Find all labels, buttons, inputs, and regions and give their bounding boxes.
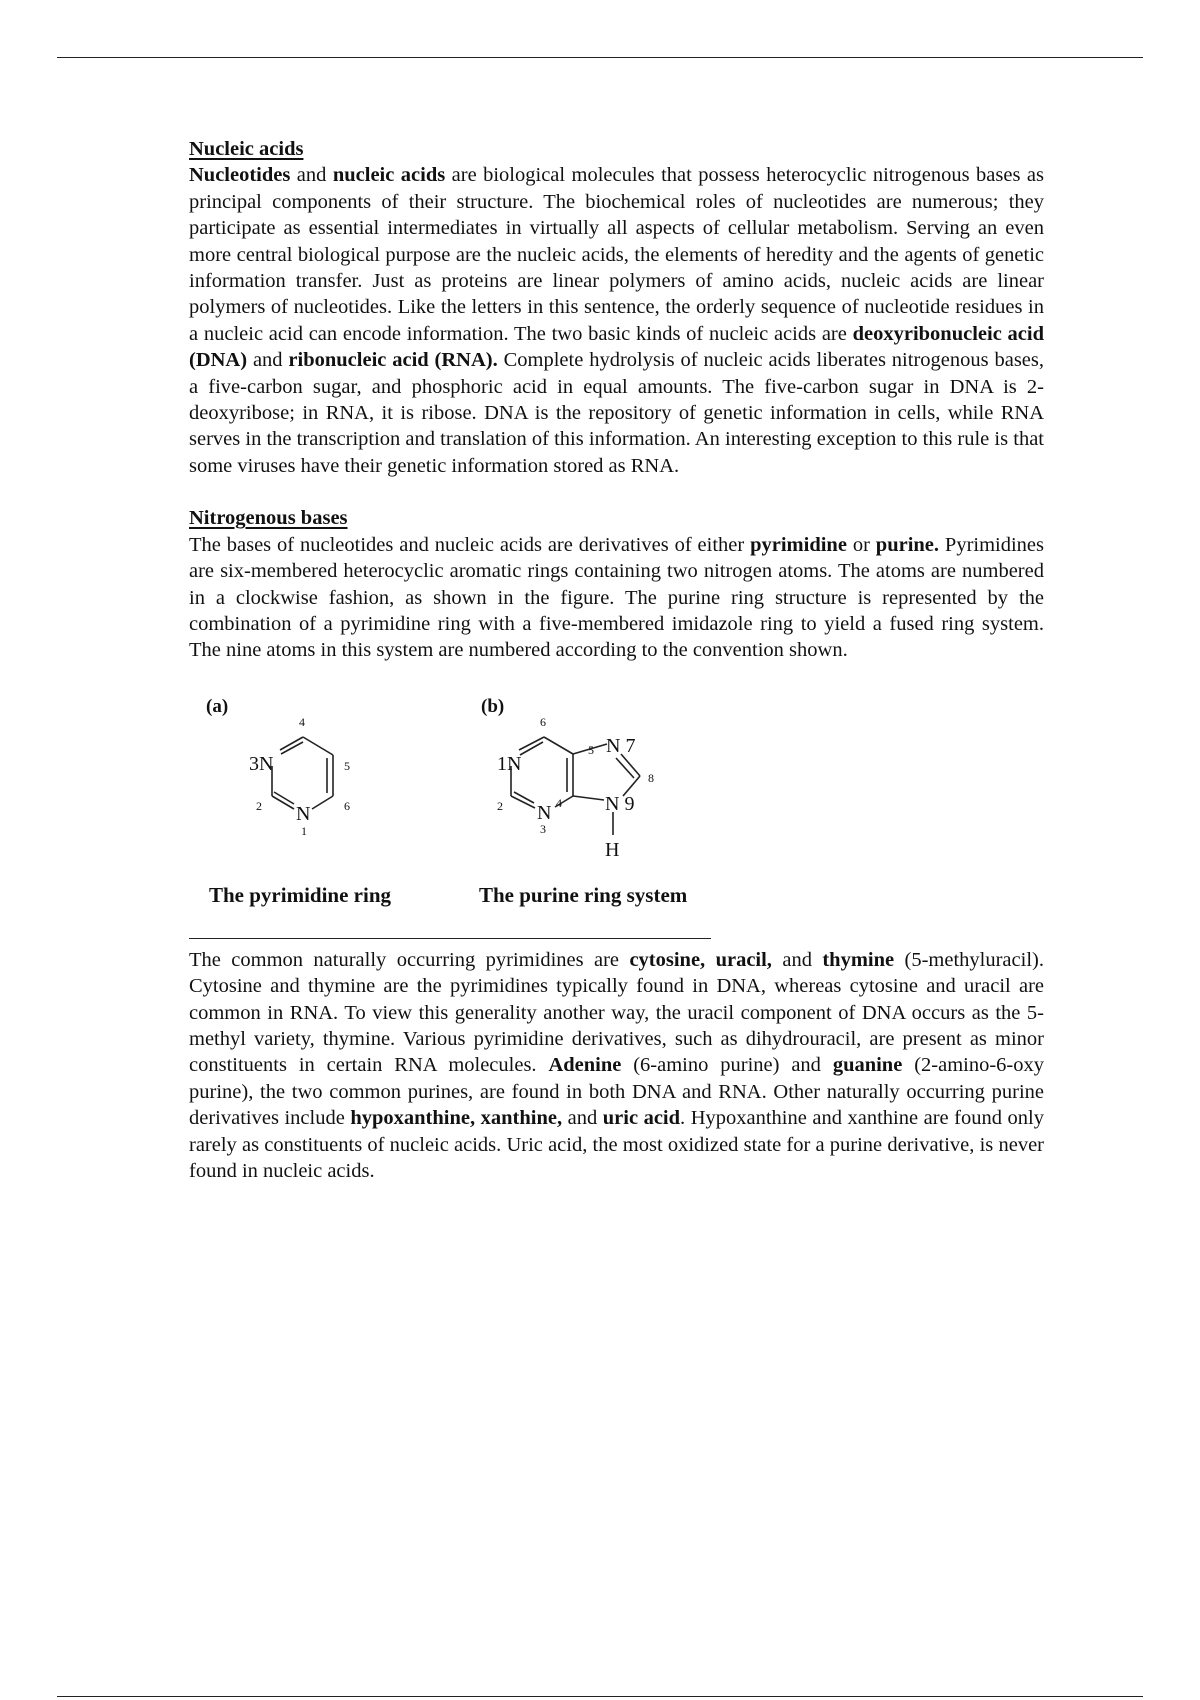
purine-n7-label: N 7	[606, 734, 636, 757]
caption-purine: The purine ring system	[479, 882, 688, 907]
paragraph-nitrogenous-bases	[189, 532, 1044, 664]
purine-n1-label: 1N	[497, 752, 522, 775]
pyrimidine-c2-label: 2	[256, 798, 262, 813]
paragraph-pyrimidines-purines	[189, 947, 1044, 1185]
text-run: The common naturally occurring pyrimidines are	[189, 948, 630, 971]
bold-term: cytosine, uracil,	[629, 948, 772, 971]
bold-term: guanine	[832, 1054, 903, 1077]
bold-term: purine.	[875, 533, 940, 556]
pyrimidine-c4-label: 4	[299, 714, 305, 729]
text-run: and	[247, 349, 289, 372]
purine-n9-label: N 9	[605, 792, 635, 815]
bold-term: Nucleotides	[189, 164, 291, 187]
top-rule	[57, 57, 1143, 58]
bold-term: uric acid	[602, 1107, 681, 1130]
panel-label-a: (a)	[206, 695, 229, 717]
text-run: (2-amino-6-oxy purine), the two common purines, are found in both DNA and RNA. Other naturally occurring purine derivatives include	[189, 1054, 1044, 1130]
caption-pyrimidine: The pyrimidine ring	[209, 882, 392, 907]
text-run: Complete hydrolysis of nucleic acids liberates nitrogenous bases, a five-carbon sugar, and phosphoric acid in equal amounts. The five-carbon sugar in DNA is 2-deoxyribose; in RNA, it is ribose. DNA is the repository of genetic information in cells, while RNA serves in the transcription and translation of this information. An interesting exception to this rule is that some viruses have their genetic information stored as RNA.	[189, 349, 1044, 477]
pyrimidine-ring-diagram	[272, 737, 333, 809]
pyrimidine-c5-label: 5	[344, 758, 350, 773]
text-run: (5-methyluracil). Cytosine and thymine are the pyrimidines typically found in DNA, whereas cytosine and uracil are common in RNA. To view this generality another way, the uracil component of DNA occurs as the 5-methyl variety, thymine. Various pyrimidine derivatives, such as dihydrouracil, are present as minor constituents in certain RNA molecules.	[189, 948, 1044, 1077]
ring-structures-figure	[189, 692, 719, 938]
bold-term: nucleic acids	[332, 164, 446, 187]
purine-c6-label: 6	[540, 714, 546, 729]
heading-nucleic-acids: Nucleic acids	[189, 138, 304, 160]
purine-c2-label: 2	[497, 798, 503, 813]
bold-term: thymine	[822, 948, 895, 971]
paragraph-nucleic-acids	[189, 162, 1044, 479]
purine-n3-label: N	[537, 801, 552, 824]
purine-3-label: 3	[540, 821, 546, 836]
pyrimidine-n1-label: N	[296, 802, 311, 825]
text-run: and	[771, 948, 823, 971]
pyrimidine-c6-label: 6	[344, 798, 350, 813]
bold-term: hypoxanthine, xanthine,	[350, 1107, 563, 1130]
text-run: The bases of nucleotides and nucleic acids are derivatives of either	[189, 533, 751, 556]
text-run: or	[846, 533, 876, 556]
text-run: and	[290, 164, 333, 187]
bold-term: pyrimidine	[750, 533, 847, 556]
text-run: and	[562, 1107, 603, 1130]
text-run: (6-amino purine) and	[621, 1054, 833, 1077]
bold-term: ribonucleic acid (RNA).	[288, 349, 498, 372]
text-run: are biological molecules that possess heterocyclic nitrogenous bases as principal components of their structure. The biochemical roles of nucleotides are numerous; they participate as essential intermediates in virtually all aspects of cellular metabolism. Serving an even more central biological purpose are the nucleic acids, the elements of heredity and the agents of genetic information transfer. Just as proteins are linear polymers of amino acids, nucleic acids are linear polymers of nucleotides. Like the letters in this sentence, the orderly sequence of nucleotide residues in a nucleic acid can encode information. The two basic kinds of nucleic acids are	[189, 164, 1044, 345]
purine-c5-label: 5	[588, 742, 594, 757]
bottom-rule	[57, 1696, 1143, 1697]
text-run: Pyrimidines are six-membered heterocyclic aromatic rings containing two nitrogen atoms. The atoms are numbered in a clockwise fashion, as shown in the figure. The purine ring structure is represented by the combination of a pyrimidine ring with a five-membered imidazole ring to yield a fused ring system. The nine atoms in this system are numbered according to the convention shown.	[189, 533, 1045, 662]
bold-term: deoxyribonucleic acid (DNA)	[189, 322, 1044, 372]
heading-nitrogenous-bases: Nitrogenous bases	[189, 507, 348, 530]
panel-label-b: (b)	[481, 695, 505, 717]
purine-c8-label: 8	[648, 770, 654, 785]
text-run: . Hypoxanthine and xanthine are found only rarely as constituents of nucleic acids. Uric acid, the most oxidized state for a purine derivative, is never found in nucleic acids.	[189, 1107, 1044, 1182]
figure-bottom-rule	[189, 938, 711, 939]
pyrimidine-1-label: 1	[301, 823, 307, 838]
purine-h-label: H	[605, 838, 620, 861]
purine-c4-label: 4	[556, 795, 562, 810]
bold-term: Adenine	[548, 1054, 622, 1077]
document-body	[189, 136, 1044, 1184]
pyrimidine-n3-label: 3N	[249, 752, 274, 775]
